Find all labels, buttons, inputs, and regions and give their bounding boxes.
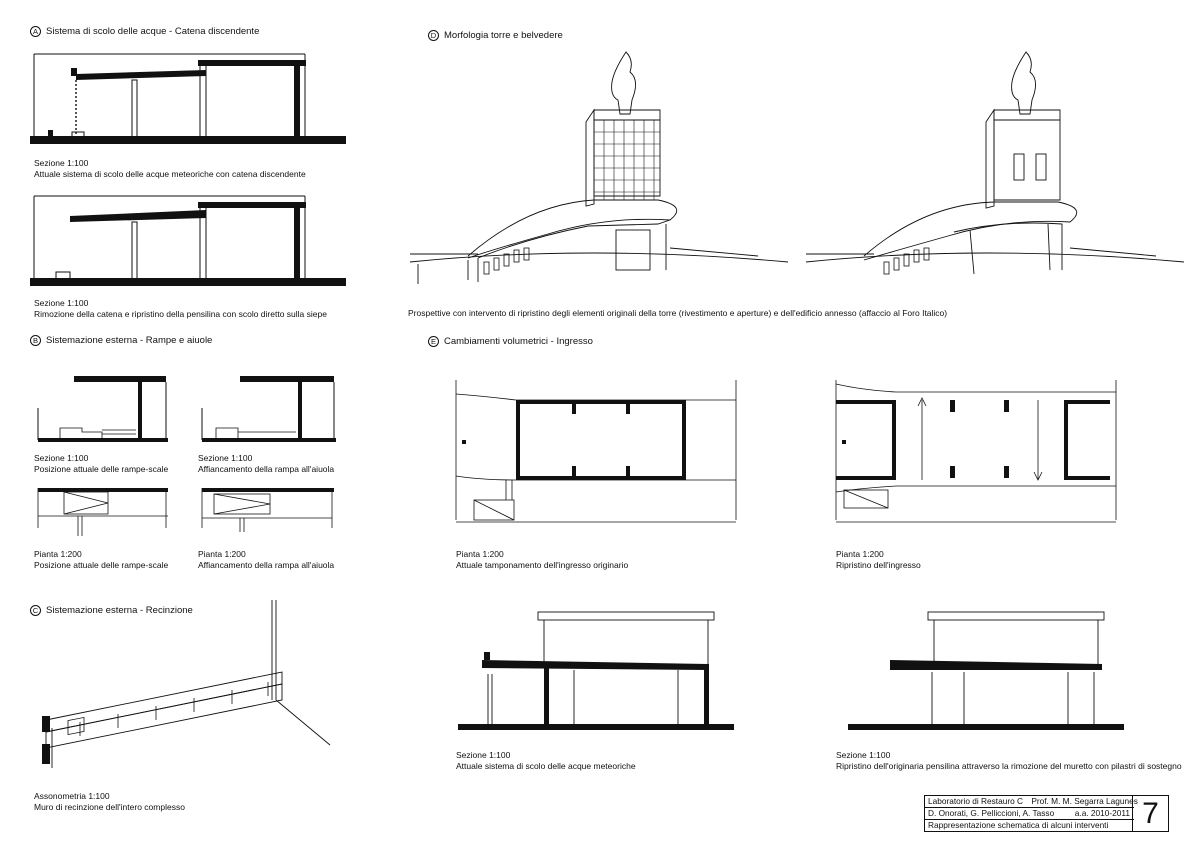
caption-a1-scale: Sezione 1:100 — [34, 158, 89, 168]
title-block-row-course — [925, 796, 1138, 808]
drawing-e3-section-current — [458, 608, 738, 738]
section-heading-e — [428, 336, 593, 347]
caption-c1 — [34, 791, 185, 813]
caption-a1-text: Attuale sistema di scolo delle acque meteoriche con catena discendente — [34, 169, 306, 179]
title-block-subject: Rappresentazione schematica di alcuni interventi — [928, 820, 1109, 830]
caption-e3 — [456, 750, 636, 772]
drawing-e1-plan-current — [452, 380, 742, 525]
caption-b2-text: Affiancamento della rampa all'aiuola — [198, 464, 335, 474]
caption-a2 — [34, 298, 327, 320]
caption-b4 — [198, 549, 334, 571]
caption-a1 — [34, 158, 306, 180]
caption-b3 — [34, 549, 168, 571]
section-letter-e: E — [428, 336, 439, 347]
caption-b3-text: Posizione attuale delle rampe-scale — [34, 560, 169, 570]
drawing-e2-plan-restored — [832, 380, 1122, 525]
caption-b3-scale: Pianta 1:200 — [34, 549, 82, 559]
caption-c1-text: Muro di recinzione dell'intero complesso — [34, 802, 185, 812]
section-title-b: Sistemazione esterna - Rampe e aiuole — [46, 335, 213, 346]
caption-e2 — [836, 549, 921, 571]
title-block-year: a.a. 2010-2011 — [1074, 808, 1130, 818]
caption-b4-scale: Pianta 1:200 — [198, 549, 246, 559]
caption-e3-scale: Sezione 1:100 — [456, 750, 511, 760]
section-title-a: Sistema di scolo delle acque - Catena discendente — [46, 26, 260, 37]
caption-e4-text: Ripristino dell'originaria pensilina attraverso la rimozione del muretto con pilastri di sostegno — [836, 761, 1182, 771]
caption-e2-scale: Pianta 1:200 — [836, 549, 884, 559]
section-title-e: Cambiamenti volumetrici - Ingresso — [444, 336, 593, 347]
drawing-e4-section-restored — [848, 608, 1128, 738]
section-heading-d — [428, 30, 563, 41]
caption-b2-scale: Sezione 1:100 — [198, 453, 253, 463]
caption-d1 — [408, 308, 947, 319]
caption-e4 — [836, 750, 1182, 772]
section-letter-a: A — [30, 26, 41, 37]
caption-e1 — [456, 549, 628, 571]
drawing-d2-perspective-restored — [804, 44, 1184, 294]
section-letter-c: C — [30, 605, 41, 616]
drawing-a2-section-restored — [30, 192, 350, 292]
caption-a2-scale: Sezione 1:100 — [34, 298, 89, 308]
caption-e4-scale: Sezione 1:100 — [836, 750, 891, 760]
title-block-row-subject — [925, 820, 1134, 832]
caption-c1-scale: Assonometria 1:100 — [34, 791, 110, 801]
caption-d1-text: Prospettive con intervento di ripristino degli elementi originali della torre (rivestimento e aperture) e dell'edificio annesso (affaccio al Foro Italico) — [408, 308, 948, 318]
caption-b1 — [34, 453, 168, 475]
section-title-c: Sistemazione esterna - Recinzione — [46, 605, 193, 616]
drawing-a1-section-chain — [30, 50, 350, 150]
caption-b1-text: Posizione attuale delle rampe-scale — [34, 464, 169, 474]
drawing-b1-section-ramps — [38, 372, 173, 447]
title-block-professor: Prof. M. M. Segarra Lagunes — [1031, 796, 1138, 806]
section-letter-d: D — [428, 30, 439, 41]
caption-b2 — [198, 453, 334, 475]
caption-e2-text: Ripristino dell'ingresso — [836, 560, 921, 570]
section-heading-a — [30, 26, 259, 37]
caption-e1-text: Attuale tamponamento dell'ingresso originario — [456, 560, 629, 570]
title-block-students: D. Onorati, G. Pelliccioni, A. Tasso — [928, 808, 1055, 818]
caption-a2-text: Rimozione della catena e ripristino della pensilina con scolo diretto sulla siepe — [34, 309, 327, 319]
caption-e3-text: Attuale sistema di scolo delle acque meteoriche — [456, 761, 636, 771]
section-title-d: Morfologia torre e belvedere — [444, 30, 563, 41]
section-letter-b: B — [30, 335, 41, 346]
section-heading-b — [30, 335, 212, 346]
caption-e1-scale: Pianta 1:200 — [456, 549, 504, 559]
drawing-b3-plan-ramps — [38, 488, 173, 540]
title-block-row-students — [925, 808, 1134, 820]
drawing-c1-axonometric-wall — [40, 600, 370, 780]
drawing-b2-section-ramp-aiuola — [198, 372, 338, 447]
caption-b4-text: Affiancamento della rampa all'aiuola — [198, 560, 335, 570]
drawing-d1-perspective-original — [408, 44, 788, 294]
title-block-course: Laboratorio di Restauro C — [928, 796, 1024, 806]
drawing-b4-plan-ramp-aiuola — [198, 488, 338, 540]
sheet-number: 7 — [1132, 796, 1168, 831]
title-block — [924, 795, 1169, 832]
caption-b1-scale: Sezione 1:100 — [34, 453, 89, 463]
